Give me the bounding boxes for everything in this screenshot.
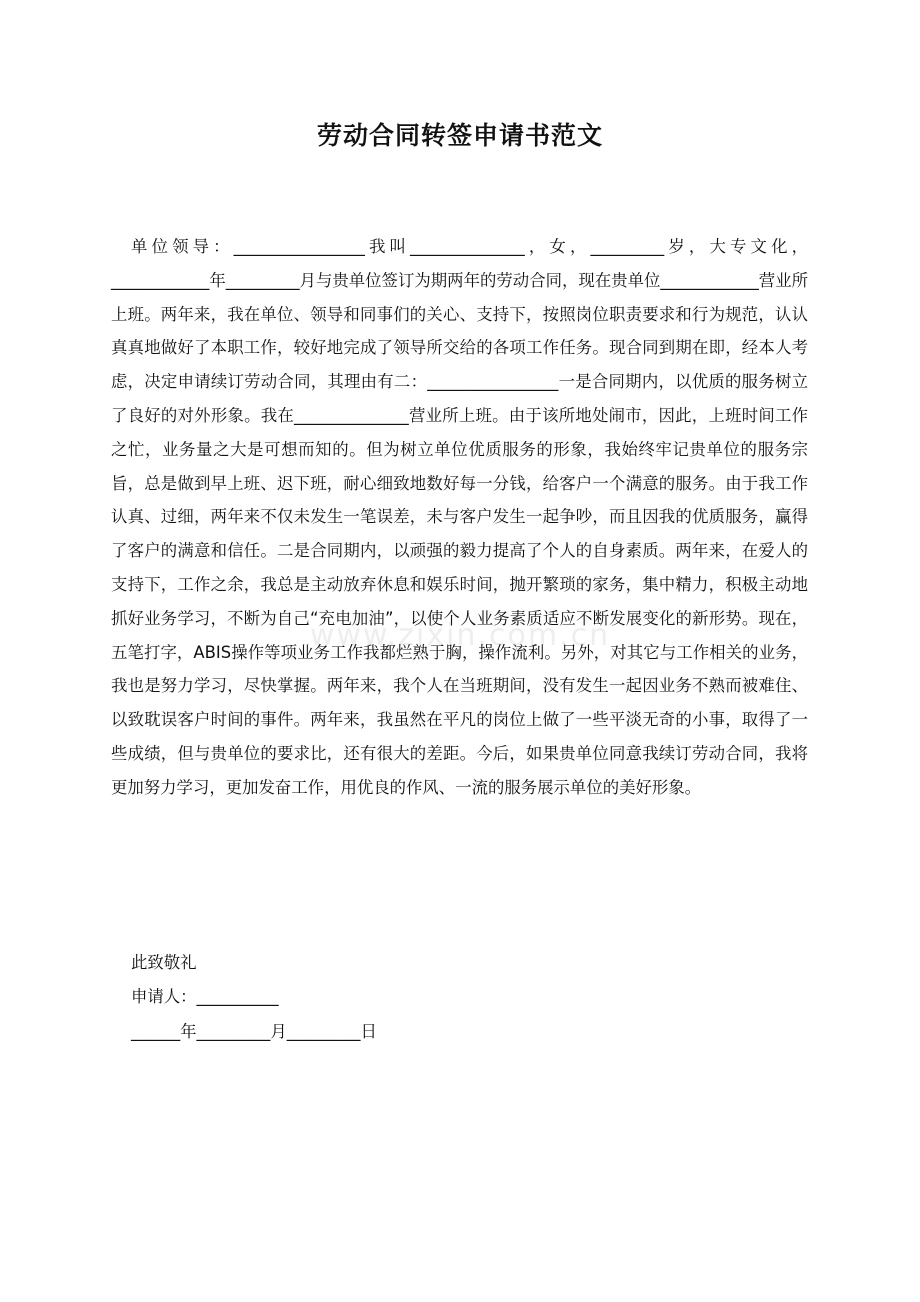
closing-salutation: 此致敬礼 xyxy=(131,953,197,972)
applicant-signature-line: 申请人：__________ xyxy=(131,987,279,1006)
date-line: ______年_________月_________日 xyxy=(131,1022,377,1041)
watermark: www.zixin.com.cn xyxy=(309,618,611,653)
document-title: 劳动合同转签申请书范文 xyxy=(316,121,603,150)
document-body: 单位领导：________________我叫______________，女，_________岁，大专文化，____________年_________月与贵单位签订为期两年的劳动合同，现在贵单位____________营业所上班。两年来，我在单位、领导和同事们的关心、支持下，按照岗位职责要求和行为规范，认认真真地做好了本职工作，较好地完成了领导所交给的各项工作任务。现合同到期在即，经本人考虑，决定申请续订劳动合同，其理由有二：________________一是合同期内，以优质的服务树立了良好的对外形象。我在______________营业所上班。由于该所地处闹市，因此，上班时间工作之忙，业务量之大是可想而知的。但为树立单位优质服务的形象，我始终牢记贵单位的服务宗旨，总是做到早上班、迟下班，耐心细致地数好每一分钱，给客户一个满意的服务。由于我工作认真、过细，两年来不仅未发生一笔误差，未与客户发生一起争吵，而且因我的优质服务，赢得了客户的满意和信任。二是合同期内，以顽强的毅力提高了个人的自身素质。两年来，在爱人的支持下，工作之余，我总是主动放弃休息和娱乐时间，抛开繁琐的家务，集中精力，积极主动地抓好业务学习，不断为自己“充电加油”，以使个人业务素质适应不断发展变化的新形势。现在，五笔打字，ABIS操作等项业务工作我都烂熟于胸，操作流利。另外，对其它与工作相关的业务，我也是努力学习，尽快掌握。两年来，我个人在当班期间，没有发生一起因业务不熟而被难住、以致耽误客户时间的事件。两年来，我虽然在平凡的岗位上做了一些平淡无奇的小事，取得了一些成绩，但与贵单位的要求比，还有很大的差距。今后，如果贵单位同意我续订劳动合同，我将更加努力学习，更加发奋工作，用优良的作风、一流的服务展示单位的美好形象。 xyxy=(111,237,808,797)
